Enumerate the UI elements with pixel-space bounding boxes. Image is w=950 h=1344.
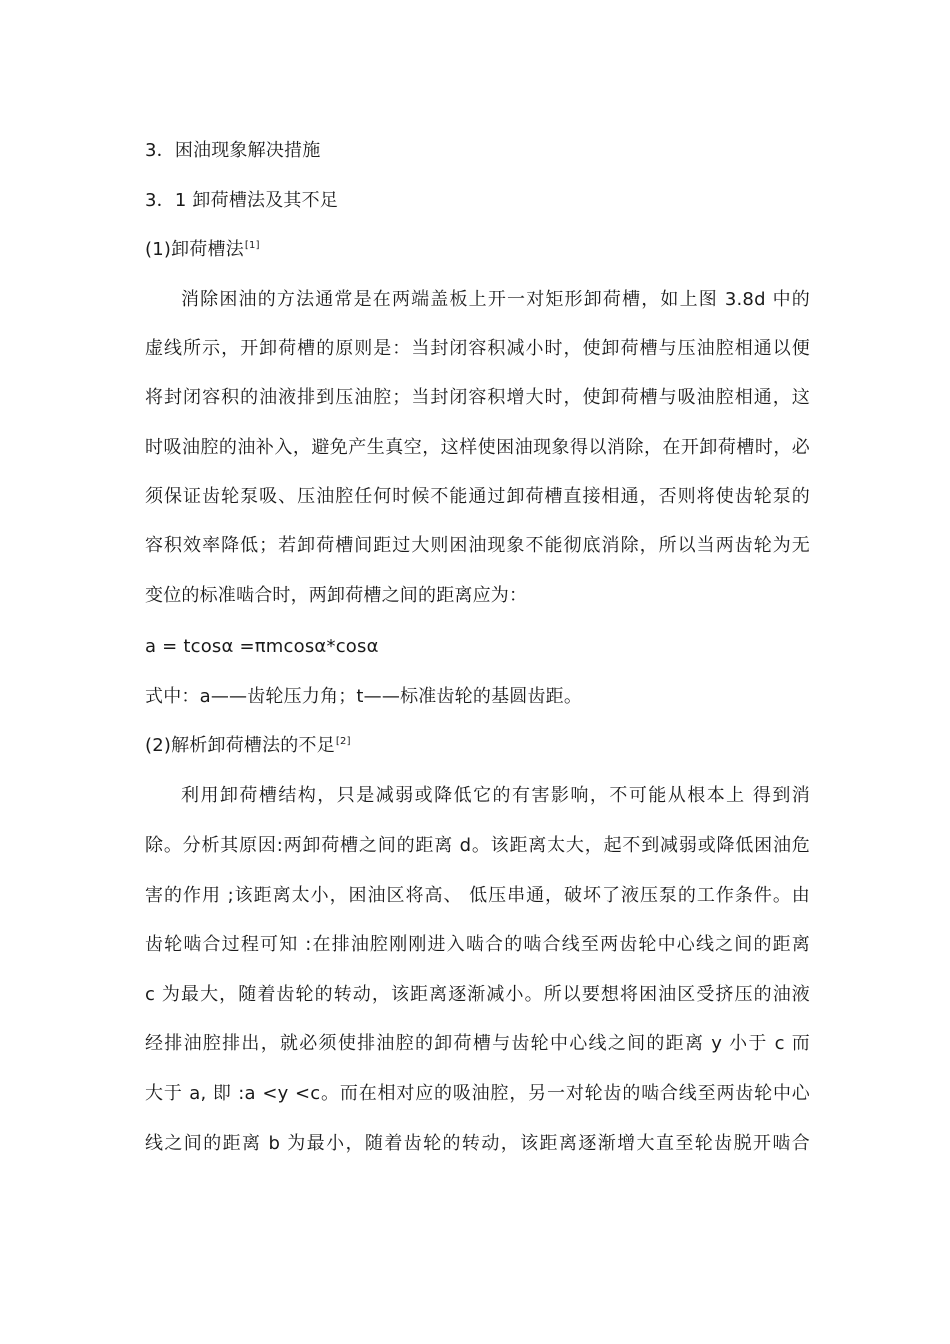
item1-paragraph-line: 消除困油的方法通常是在两端盖板上开一对矩形卸荷槽，如上图 3.8d 中的 xyxy=(181,289,810,310)
section-title: 3．困油现象解决措施 xyxy=(145,140,321,161)
item2-heading xyxy=(145,733,810,759)
item2-paragraph-line: 大于 a, 即 :a <y <c。而在相对应的吸油腔，另一对轮齿的啮合线至两齿轮中心 xyxy=(145,1083,810,1104)
item1-paragraph-line: 容积效率降低；若卸荷槽间距过大则困油现象不能彻底消除，所以当两齿轮为无 xyxy=(145,535,810,556)
item2-paragraph-line: 齿轮啮合过程可知 :在排油腔刚刚进入啮合的啮合线至两齿轮中心线之间的距离 xyxy=(145,934,810,955)
item2-paragraph-line: 除。分析其原因:两卸荷槽之间的距离 d。该距离太大，起不到减弱或降低困油危 xyxy=(145,835,810,856)
item2-paragraph-line: c 为最大，随着齿轮的转动，该距离逐渐减小。所以要想将困油区受挤压的油液 xyxy=(145,984,810,1005)
item1-paragraph-line: 时吸油腔的油补入，避免产生真空，这样使困油现象得以消除，在开卸荷槽时，必 xyxy=(145,437,810,458)
item2-paragraph-line: 线之间的距离 b 为最小，随着齿轮的转动，该距离逐渐增大直至轮齿脱开啮合 xyxy=(145,1133,810,1154)
item1-heading xyxy=(145,237,810,263)
item1-paragraph-line: 虚线所示，开卸荷槽的原则是：当封闭容积减小时，使卸荷槽与压油腔相通以便 xyxy=(145,338,810,359)
item2-paragraph-line: 利用卸荷槽结构，只是减弱或降低它的有害影响，不可能从根本上 得到消 xyxy=(181,785,810,806)
item2-paragraph-line: 经排油腔排出，就必须使排油腔的卸荷槽与齿轮中心线之间的距离 y 小于 c 而 xyxy=(145,1033,810,1054)
item1-paragraph-line: 将封闭容积的油液排到压油腔；当封闭容积增大时，使卸荷槽与吸油腔相通，这 xyxy=(145,387,810,408)
formula-note: 式中：a——齿轮压力角；t——标准齿轮的基圆齿距。 xyxy=(145,686,583,707)
item2-citation: [2] xyxy=(335,736,351,747)
item1-paragraph-line: 变位的标准啮合时，两卸荷槽之间的距离应为： xyxy=(145,585,528,606)
item1-heading-text: (1)卸荷槽法 xyxy=(145,239,244,260)
subsection-title: 3．1 卸荷槽法及其不足 xyxy=(145,190,339,211)
item2-heading-text: (2)解析卸荷槽法的不足 xyxy=(145,735,335,756)
item2-paragraph-line: 害的作用 ;该距离太小，困油区将高、 低压串通，破坏了液压泵的工作条件。由 xyxy=(145,885,810,906)
formula: a = tcosα =πmcosα*cosα xyxy=(145,636,379,657)
item1-paragraph-line: 须保证齿轮泵吸、压油腔任何时候不能通过卸荷槽直接相通，否则将使齿轮泵的 xyxy=(145,486,810,507)
item1-citation: [1] xyxy=(244,240,260,251)
